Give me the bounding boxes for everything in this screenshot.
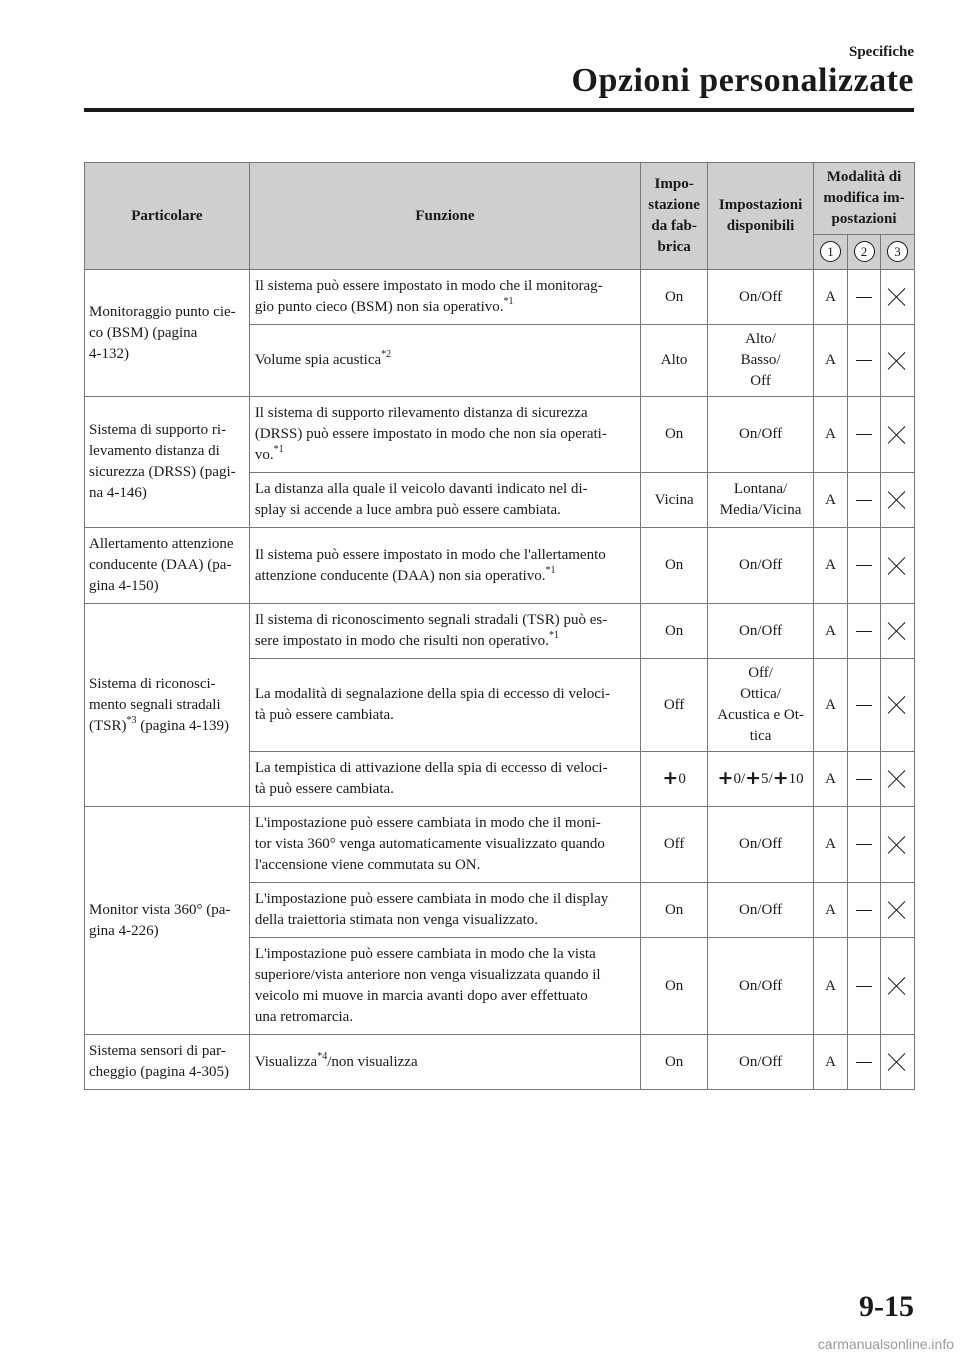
factory-setting-cell: Off xyxy=(641,659,708,752)
available-settings-cell: Alto/ Basso/ Off xyxy=(708,325,814,397)
mode-number-1: 1 xyxy=(814,235,848,270)
factory-setting-cell: On xyxy=(641,1035,708,1090)
mode-not-available xyxy=(880,883,914,938)
item-cell: Monitor vista 360° (pa- gina 4-226) xyxy=(85,807,250,1035)
mode-dash xyxy=(848,325,881,397)
table-row xyxy=(85,397,915,473)
mode-not-available xyxy=(880,325,914,397)
item-cell: Monitoraggio punto cie- co (BSM) (pagina 4-132) xyxy=(85,270,250,397)
plus-icon: + xyxy=(717,767,734,789)
mode-not-available xyxy=(880,604,914,659)
mode-dash xyxy=(848,659,881,752)
function-cell: Volume spia acustica$^{*2}$ xyxy=(249,325,640,397)
table-row xyxy=(85,270,915,325)
header-change-mode: Modalità di modifica im- postazioni xyxy=(814,163,915,235)
dash-icon xyxy=(856,844,872,845)
table-row xyxy=(85,1035,915,1090)
cross-icon xyxy=(887,769,907,789)
mode-letter: A xyxy=(814,752,848,807)
page-title: Opzioni personalizzate xyxy=(571,62,914,99)
table-body xyxy=(85,270,915,1090)
item-cell: Sistema di supporto ri- levamento distanza di sicurezza (DRSS) (pagi- na 4-146) xyxy=(85,397,250,528)
cross-icon xyxy=(887,490,907,510)
factory-setting-cell: Alto xyxy=(641,325,708,397)
factory-setting-cell: On xyxy=(641,528,708,604)
mode-letter: A xyxy=(814,1035,848,1090)
factory-setting-cell: +0 xyxy=(641,752,708,807)
factory-setting-cell: On xyxy=(641,883,708,938)
mode-dash xyxy=(848,1035,881,1090)
mode-dash xyxy=(848,752,881,807)
available-settings-cell: On/Off xyxy=(708,397,814,473)
table-row xyxy=(85,528,915,604)
function-cell: L'impostazione può essere cambiata in modo che la vista superiore/vista anteriore non venga visualizzata quando il veicolo mi muove in marcia avanti dopo aver effettuato una retromarcia. xyxy=(249,938,640,1035)
cross-icon xyxy=(887,425,907,445)
dash-icon xyxy=(856,631,872,632)
mode-letter: A xyxy=(814,807,848,883)
cross-icon xyxy=(887,835,907,855)
factory-setting-cell: On xyxy=(641,604,708,659)
mode-letter: A xyxy=(814,473,848,528)
mode-not-available xyxy=(880,807,914,883)
mode-letter: A xyxy=(814,528,848,604)
dash-icon xyxy=(856,705,872,706)
function-cell: Visualizza$^{*4}$/non visualizza xyxy=(249,1035,640,1090)
factory-setting-cell: On xyxy=(641,938,708,1035)
cross-icon xyxy=(887,900,907,920)
function-cell: Il sistema di riconoscimento segnali stradali (TSR) può es- sere impostato in modo che risulti non operativo.$^{*1}$ xyxy=(249,604,640,659)
item-cell: Sistema sensori di par- cheggio (pagina 4-305) xyxy=(85,1035,250,1090)
cross-icon xyxy=(887,556,907,576)
available-settings-cell: Off/ Ottica/ Acustica e Ot- tica xyxy=(708,659,814,752)
factory-setting-cell: On xyxy=(641,397,708,473)
item-cell: Sistema di riconosci- mento segnali stradali (TSR)$^{*3}$ (pagina 4-139) xyxy=(85,604,250,807)
cross-icon xyxy=(887,621,907,641)
mode-letter: A xyxy=(814,883,848,938)
mode-not-available xyxy=(880,659,914,752)
header-available-settings: Impostazioni disponibili xyxy=(708,163,814,270)
function-cell: Il sistema può essere impostato in modo che l'allertamento attenzione conducente (DAA) non sia operativo.$^{*1}$ xyxy=(249,528,640,604)
mode-letter: A xyxy=(814,397,848,473)
available-settings-cell: Lontana/ Media/Vicina xyxy=(708,473,814,528)
mode-dash xyxy=(848,604,881,659)
dash-icon xyxy=(856,434,872,435)
plus-icon: + xyxy=(772,767,789,789)
mode-not-available xyxy=(880,1035,914,1090)
mode-not-available xyxy=(880,752,914,807)
function-cell: La modalità di segnalazione della spia di eccesso di veloci- tà può essere cambiata. xyxy=(249,659,640,752)
mode-letter: A xyxy=(814,938,848,1035)
available-settings-cell: On/Off xyxy=(708,883,814,938)
factory-setting-cell: Vicina xyxy=(641,473,708,528)
mode-dash xyxy=(848,938,881,1035)
mode-number-2: 2 xyxy=(848,235,881,270)
cross-icon xyxy=(887,287,907,307)
mode-letter: A xyxy=(814,659,848,752)
dash-icon xyxy=(856,1062,872,1063)
function-cell: L'impostazione può essere cambiata in modo che il display della traiettoria stimata non venga visualizzato. xyxy=(249,883,640,938)
function-cell: Il sistema di supporto rilevamento distanza di sicurezza (DRSS) può essere impostato in modo che non sia operati- vo.$^{*1}$ xyxy=(249,397,640,473)
available-settings-cell: On/Off xyxy=(708,528,814,604)
function-cell: Il sistema può essere impostato in modo che il monitorag- gio punto cieco (BSM) non sia operativo.$^{*1}$ xyxy=(249,270,640,325)
mode-number-3: 3 xyxy=(880,235,914,270)
page-number: 9-15 xyxy=(859,1290,914,1323)
section-label: Specifiche xyxy=(849,44,914,60)
function-cell: L'impostazione può essere cambiata in modo che il moni- tor vista 360° venga automaticamente visualizzato quando l'accensione viene commutata su ON. xyxy=(249,807,640,883)
plus-icon: + xyxy=(745,767,762,789)
mode-not-available xyxy=(880,473,914,528)
dash-icon xyxy=(856,779,872,780)
factory-setting-cell: Off xyxy=(641,807,708,883)
custom-options-table xyxy=(84,162,915,1090)
available-settings-cell: +0/+5/+10 xyxy=(708,752,814,807)
function-cell: La distanza alla quale il veicolo davanti indicato nel di- splay si accende a luce ambra può essere cambiata. xyxy=(249,473,640,528)
mode-not-available xyxy=(880,397,914,473)
dash-icon xyxy=(856,500,872,501)
mode-dash xyxy=(848,397,881,473)
available-settings-cell: On/Off xyxy=(708,270,814,325)
table-row xyxy=(85,604,915,659)
available-settings-cell: On/Off xyxy=(708,1035,814,1090)
header-item: Particolare xyxy=(85,163,250,270)
function-cell: La tempistica di attivazione della spia di eccesso di veloci- tà può essere cambiata. xyxy=(249,752,640,807)
mode-letter: A xyxy=(814,604,848,659)
dash-icon xyxy=(856,360,872,361)
heading-rule xyxy=(84,108,914,112)
header-factory-setting: Impo- stazione da fab- brica xyxy=(641,163,708,270)
cross-icon xyxy=(887,976,907,996)
available-settings-cell: On/Off xyxy=(708,938,814,1035)
cross-icon xyxy=(887,695,907,715)
mode-not-available xyxy=(880,938,914,1035)
available-settings-cell: On/Off xyxy=(708,807,814,883)
cross-icon xyxy=(887,1052,907,1072)
mode-letter: A xyxy=(814,270,848,325)
mode-dash xyxy=(848,807,881,883)
mode-dash xyxy=(848,883,881,938)
cross-icon xyxy=(887,351,907,371)
watermark: carmanualsonline.info xyxy=(817,1336,954,1352)
table-row xyxy=(85,807,915,883)
mode-not-available xyxy=(880,528,914,604)
mode-letter: A xyxy=(814,325,848,397)
factory-setting-cell: On xyxy=(641,270,708,325)
dash-icon xyxy=(856,910,872,911)
mode-dash xyxy=(848,270,881,325)
dash-icon xyxy=(856,297,872,298)
available-settings-cell: On/Off xyxy=(708,604,814,659)
item-cell: Allertamento attenzione conducente (DAA) (pa- gina 4-150) xyxy=(85,528,250,604)
header-function: Funzione xyxy=(249,163,640,270)
dash-icon xyxy=(856,986,872,987)
plus-icon: + xyxy=(662,767,679,789)
mode-dash xyxy=(848,528,881,604)
mode-not-available xyxy=(880,270,914,325)
mode-dash xyxy=(848,473,881,528)
dash-icon xyxy=(856,565,872,566)
